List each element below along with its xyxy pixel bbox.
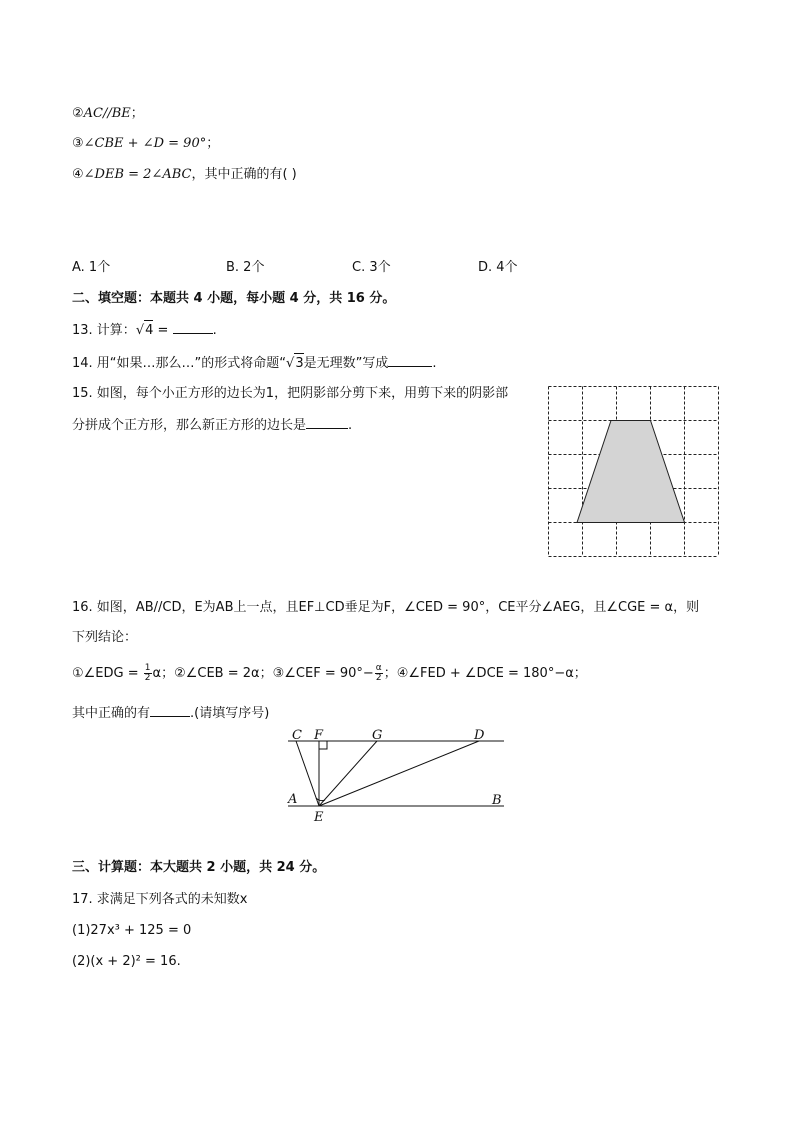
- question-17-part-2: (2)(x + 2)² = 16.: [72, 954, 181, 969]
- label-c: C: [292, 728, 302, 743]
- question-14: 14. 用“如果…那么…”的形式将命题“√3是无理数”写成 .: [72, 352, 436, 374]
- q12-statement-4: ④∠DEB = 2∠ABC，其中正确的有( ): [72, 167, 297, 182]
- segment-de: [319, 741, 479, 806]
- question-16-line-2: 下列结论：: [72, 630, 138, 645]
- question-15-line-1: 15. 如图，每个小正方形的边长为1，把阴影部分剪下来，用剪下来的阴影部: [72, 386, 509, 401]
- q12-option-d: D. 4个: [478, 260, 518, 275]
- shaded-trapezoid: [577, 421, 685, 523]
- section-3-title: 三、计算题：本大题共 2 小题，共 24 分。: [72, 860, 326, 875]
- label-a: A: [288, 792, 298, 807]
- q12-statement-2: ②AC//BE；: [72, 106, 144, 121]
- q12-statement-3: ③∠CBE + ∠D = 90°；: [72, 136, 220, 151]
- question-16-conclusions: ①∠EDG = $\frac{1}{2}$ α；②∠CEB = 2α；③∠CEF = 90°− $\frac{\alpha}{2}$ ；④∠FED + ∠DCE = 180°−α；: [72, 663, 587, 683]
- question-13: 13. 计算：√4 = .: [72, 319, 217, 341]
- question-16-answer: 其中正确的有 .(请填写序号): [72, 702, 269, 724]
- section-2-title: 二、填空题：本题共 4 小题，每小题 4 分，共 16 分。: [72, 291, 396, 306]
- q15-answer-blank[interactable]: [306, 414, 348, 429]
- q13-answer-blank[interactable]: [173, 319, 213, 334]
- q16-answer-blank[interactable]: [150, 702, 190, 717]
- segment-ce: [296, 741, 319, 806]
- q14-answer-blank[interactable]: [388, 352, 432, 367]
- q16-geometry-figure: [280, 724, 510, 828]
- segment-ge: [319, 741, 377, 806]
- label-f: F: [314, 728, 324, 743]
- question-15-line-2: 分拼成个正方形，那么新正方形的边长是 .: [72, 414, 352, 436]
- question-16-line-1: 16. 如图，AB//CD，E为AB上一点，且EF⊥CD垂足为F，∠CED = 90°，CE平分∠AEG，且∠CGE = α，则: [72, 600, 700, 615]
- q12-option-a: A. 1个: [72, 260, 111, 275]
- fraction-one-half: $\frac{1}{2}$: [144, 663, 151, 683]
- fraction-alpha-half: $\frac{\alpha}{2}$: [375, 663, 382, 683]
- q12-option-b: B. 2个: [226, 260, 265, 275]
- q12-option-c: C. 3个: [352, 260, 391, 275]
- label-g: G: [372, 728, 383, 743]
- question-17-part-1: (1)27x³ + 125 = 0: [72, 923, 192, 938]
- label-b: B: [492, 793, 502, 808]
- label-e: E: [314, 810, 324, 825]
- q15-grid-figure: [546, 384, 722, 560]
- question-17-title: 17. 求满足下列各式的未知数x: [72, 892, 248, 907]
- label-d: D: [474, 728, 485, 743]
